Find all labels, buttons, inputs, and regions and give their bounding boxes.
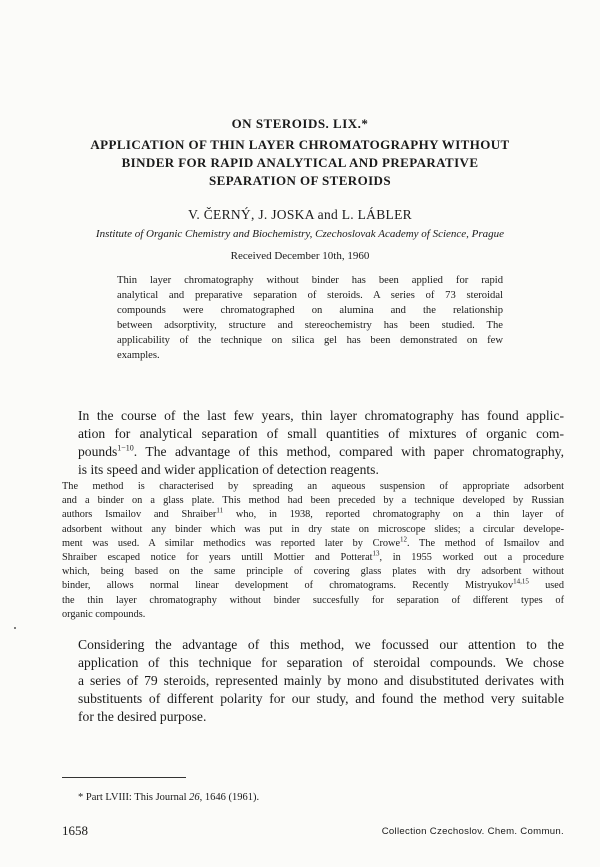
received-date: Received December 10th, 1960 (230, 250, 370, 262)
text-line: and a binder on a glass plate. This method had been preceded by a technique developed by Russian (62, 495, 564, 507)
text-line: In the course of the last few years, thin layer chromatography has found applic- (78, 408, 564, 423)
abstract-line: examples. (117, 350, 160, 361)
abstract (117, 273, 503, 363)
aim-paragraph (78, 636, 564, 726)
text-line: Considering the advantage of this method, we focussed our attention to the (78, 637, 564, 652)
text-line: adsorbent without any binder which was put in dry state on microscope slides; a circular develope- (62, 523, 564, 535)
intro-paragraph (78, 407, 564, 479)
text-line: which, being based on the same principle of covering glass plates with dry adsorbent without (62, 566, 564, 578)
citation-ref: 13 (372, 549, 380, 558)
method-paragraph (62, 480, 564, 622)
text-line: binder, allows normal linear development of chromatograms. Recently Mistryukov$^{14,15}$ used (62, 577, 564, 592)
text-line: the thin layer chromatography without binder succesfully for separation of different types of (62, 594, 564, 606)
text-line: The method is characterised by spreading an aqueous suspension of appropriate adsorbent (62, 481, 564, 492)
text-line: substituents of different polarity for our study, and found the method very suitable (78, 691, 564, 706)
text-line: ment was used. A similar methodics was reported later by Crowe$^{12}$. The method of Ismailov and (62, 535, 564, 549)
title-line: SEPARATION OF STEROIDS (209, 173, 391, 188)
abstract-line: applicability of the technique on silica gel has been demonstrated on few (117, 335, 503, 346)
journal-name: Collection Czechoslov. Chem. Commun. (381, 826, 564, 837)
authors: V. ČERNÝ, J. JOSKA and L. LÁBLER (188, 207, 412, 222)
institute-affiliation: Institute of Organic Chemistry and Biochemistry, Czechoslovak Academy of Science, Prague (95, 228, 505, 240)
citation-ref: 11 (216, 506, 224, 515)
citation-ref: 12 (400, 535, 408, 544)
text-line: organic compounds. (62, 608, 146, 620)
text-line: Shraiber escaped notice for years untill Mottier and Potterat$^{13}$, in 1955 worked out a procedure (62, 549, 564, 563)
text-line: authors Ismailov and Shraiber$^{11}$ who, in 1938, reported chromatography on a thin layer of (62, 506, 564, 521)
text-line: pounds$^{1-10}$. The advantage of this method, compared with paper chromatography, (78, 443, 564, 459)
text-line: ation for analytical separation of small quantities of mixtures of organic com- (78, 426, 564, 441)
citation-ref: 1−10 (117, 443, 134, 453)
text-line: is its speed and wider application of detection reagents. (78, 462, 379, 477)
abstract-line: between adsorptivity, structure and stereochemistry has been studied. The (117, 320, 503, 331)
title-line: APPLICATION OF THIN LAYER CHROMATOGRAPHY WITHOUT (90, 137, 510, 152)
abstract-line: compounds were chromatographed on alumina and the relationship (117, 305, 503, 316)
series-title: ON STEROIDS. LIX.* (231, 116, 369, 131)
page-number: 1658 (62, 823, 88, 838)
abstract-line: analytical and preparative separation of steroids. A series of 73 steroidal (117, 290, 503, 301)
text-line: application of this technique for separation of steroidal compounds. We chose (78, 655, 564, 670)
abstract-line: Thin layer chromatography without binder has been applied for rapid (117, 275, 503, 286)
title-line: BINDER FOR RAPID ANALYTICAL AND PREPARATIVE (121, 155, 479, 170)
article-title (60, 136, 540, 190)
citation-ref: 14,15 (513, 577, 529, 586)
footnote-divider (62, 777, 186, 778)
scan-speck (14, 627, 16, 629)
text-line: a series of 79 steroids, represented mainly by mono and disubstituted derivates with (78, 673, 564, 688)
text-line: for the desired purpose. (78, 709, 207, 724)
footnote: * Part LVIII: This Journal 26, 1646 (1961). (78, 792, 260, 803)
